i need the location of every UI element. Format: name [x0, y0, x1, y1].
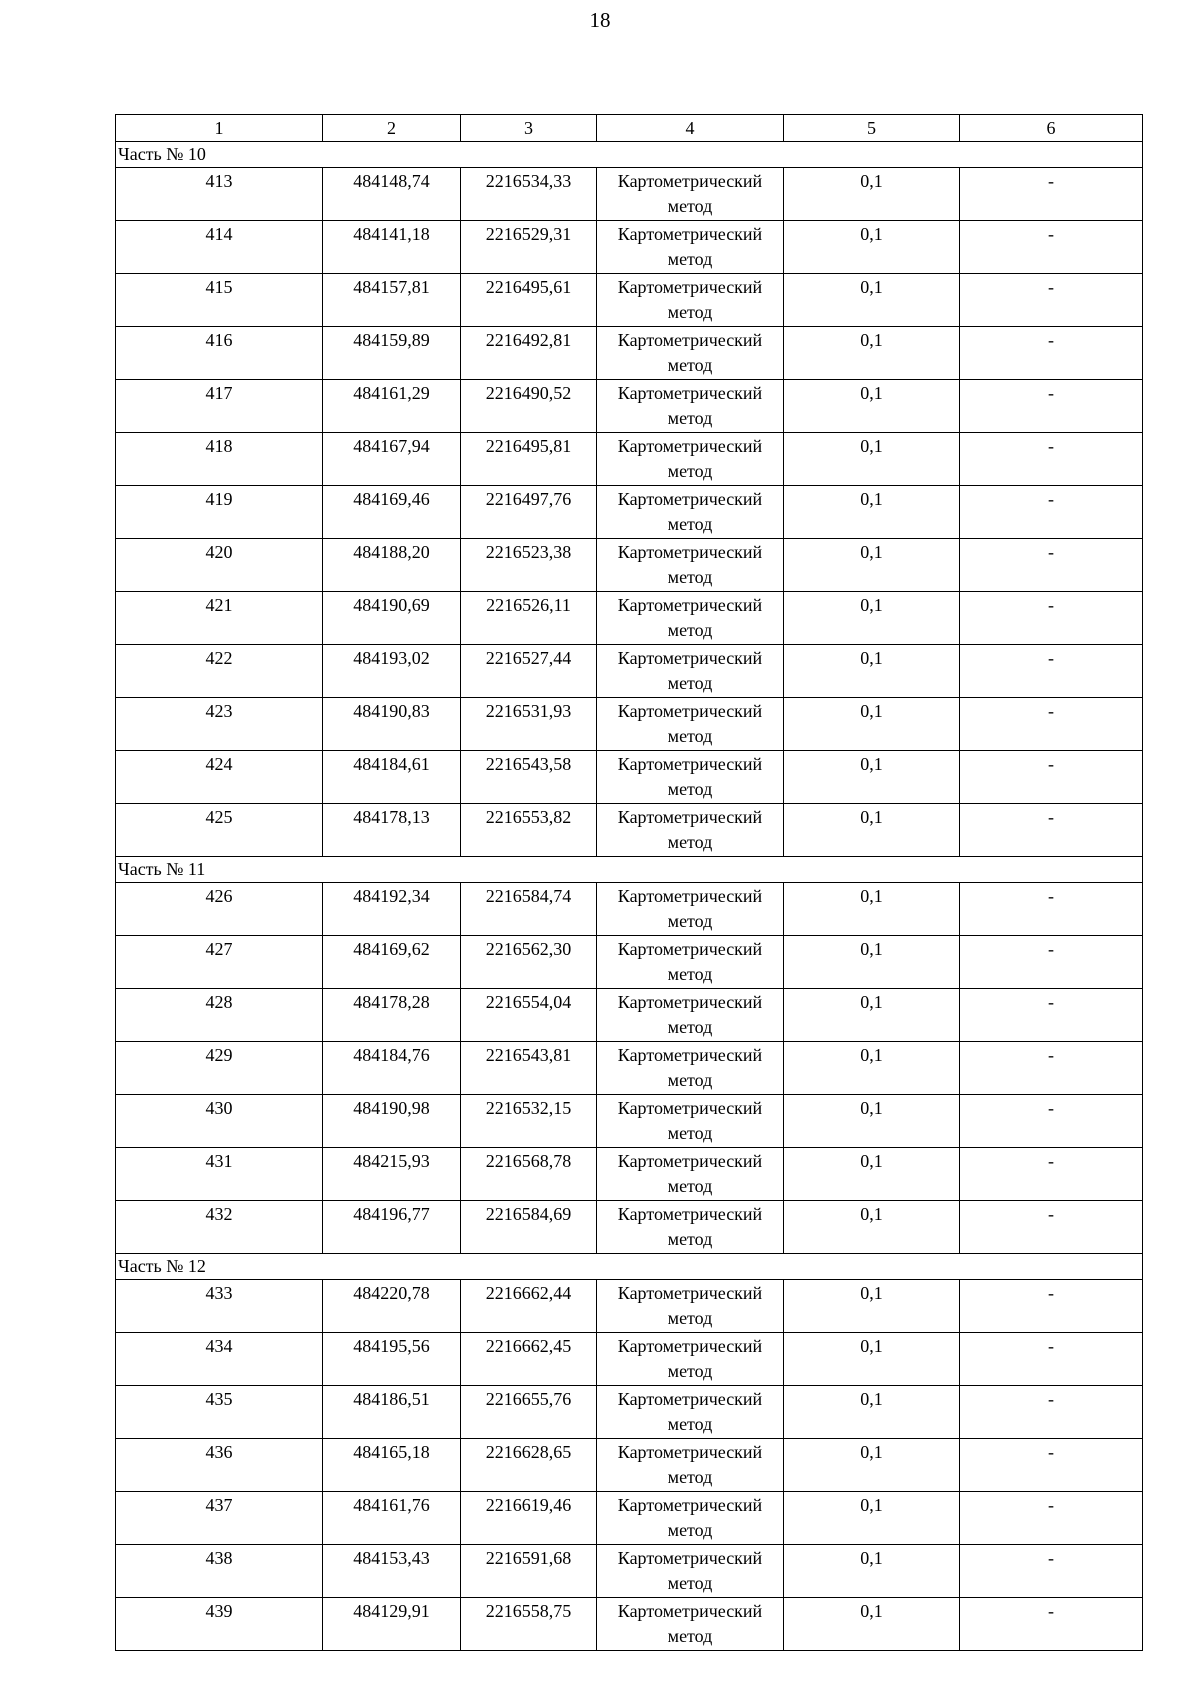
point-number: 435 [116, 1386, 323, 1439]
coordinate-y: 2216490,52 [461, 380, 597, 433]
point-number: 419 [116, 486, 323, 539]
accuracy-value: 0,1 [784, 380, 960, 433]
method-line-2: метод [667, 620, 713, 640]
table-row [116, 989, 1143, 1042]
coordinate-x: 484129,91 [323, 1598, 461, 1651]
column-header-4: 4 [597, 115, 784, 142]
accuracy-value: 0,1 [784, 1042, 960, 1095]
method-line-1: Картометрический [617, 542, 763, 562]
method-cell [597, 433, 784, 486]
coordinate-x: 484190,69 [323, 592, 461, 645]
coordinate-y: 2216495,81 [461, 433, 597, 486]
coordinate-y: 2216554,04 [461, 989, 597, 1042]
point-number: 429 [116, 1042, 323, 1095]
point-number: 428 [116, 989, 323, 1042]
coordinate-x: 484196,77 [323, 1201, 461, 1254]
accuracy-value: 0,1 [784, 645, 960, 698]
accuracy-value: 0,1 [784, 1148, 960, 1201]
note-value: - [960, 168, 1143, 221]
note-value: - [960, 1545, 1143, 1598]
point-number: 425 [116, 804, 323, 857]
table-row [116, 1280, 1143, 1333]
table-row [116, 592, 1143, 645]
coordinate-y: 2216529,31 [461, 221, 597, 274]
coordinate-x: 484159,89 [323, 327, 461, 380]
method-cell [597, 1492, 784, 1545]
point-number: 438 [116, 1545, 323, 1598]
note-value: - [960, 592, 1143, 645]
method-line-1: Картометрический [617, 754, 763, 774]
method-line-1: Картометрический [617, 1548, 763, 1568]
method-cell [597, 221, 784, 274]
coordinate-x: 484184,61 [323, 751, 461, 804]
method-cell [597, 645, 784, 698]
accuracy-value: 0,1 [784, 486, 960, 539]
accuracy-value: 0,1 [784, 1492, 960, 1545]
coordinates-table [115, 114, 1143, 1651]
coordinate-x: 484186,51 [323, 1386, 461, 1439]
method-line-1: Картометрический [617, 1098, 763, 1118]
accuracy-value: 0,1 [784, 1439, 960, 1492]
coordinate-y: 2216495,61 [461, 274, 597, 327]
column-header-1: 1 [116, 115, 323, 142]
coordinate-x: 484165,18 [323, 1439, 461, 1492]
accuracy-value: 0,1 [784, 1598, 960, 1651]
method-line-2: метод [667, 249, 713, 269]
method-line-2: метод [667, 1467, 713, 1487]
note-value: - [960, 936, 1143, 989]
method-cell [597, 1095, 784, 1148]
method-line-1: Картометрический [617, 701, 763, 721]
note-value: - [960, 1201, 1143, 1254]
method-line-2: метод [667, 1308, 713, 1328]
point-number: 433 [116, 1280, 323, 1333]
note-value: - [960, 1148, 1143, 1201]
point-number: 427 [116, 936, 323, 989]
accuracy-value: 0,1 [784, 1280, 960, 1333]
point-number: 430 [116, 1095, 323, 1148]
accuracy-value: 0,1 [784, 804, 960, 857]
method-cell [597, 1333, 784, 1386]
note-value: - [960, 645, 1143, 698]
coordinate-y: 2216531,93 [461, 698, 597, 751]
coordinate-y: 2216497,76 [461, 486, 597, 539]
table-row [116, 1148, 1143, 1201]
column-header-3: 3 [461, 115, 597, 142]
coordinate-x: 484215,93 [323, 1148, 461, 1201]
coordinate-x: 484193,02 [323, 645, 461, 698]
method-cell [597, 989, 784, 1042]
note-value: - [960, 1386, 1143, 1439]
method-line-2: метод [667, 1626, 713, 1646]
coordinate-y: 2216527,44 [461, 645, 597, 698]
method-cell [597, 751, 784, 804]
section-row [116, 142, 1143, 168]
point-number: 413 [116, 168, 323, 221]
accuracy-value: 0,1 [784, 1386, 960, 1439]
coordinate-y: 2216591,68 [461, 1545, 597, 1598]
method-line-1: Картометрический [617, 1204, 763, 1224]
method-line-1: Картометрический [617, 939, 763, 959]
coordinate-y: 2216523,38 [461, 539, 597, 592]
note-value: - [960, 1492, 1143, 1545]
method-line-1: Картометрический [617, 489, 763, 509]
point-number: 414 [116, 221, 323, 274]
method-line-2: метод [667, 1361, 713, 1381]
accuracy-value: 0,1 [784, 989, 960, 1042]
table-row [116, 327, 1143, 380]
point-number: 416 [116, 327, 323, 380]
method-cell [597, 883, 784, 936]
note-value: - [960, 1598, 1143, 1651]
method-cell [597, 539, 784, 592]
note-value: - [960, 1439, 1143, 1492]
method-line-2: метод [667, 911, 713, 931]
table-row [116, 883, 1143, 936]
column-header-5: 5 [784, 115, 960, 142]
coordinate-y: 2216543,81 [461, 1042, 597, 1095]
method-line-2: метод [667, 1070, 713, 1090]
accuracy-value: 0,1 [784, 1333, 960, 1386]
table-row [116, 751, 1143, 804]
point-number: 431 [116, 1148, 323, 1201]
point-number: 421 [116, 592, 323, 645]
section-title: Часть № 11 [116, 857, 1143, 883]
method-cell [597, 486, 784, 539]
accuracy-value: 0,1 [784, 883, 960, 936]
method-line-1: Картометрический [617, 436, 763, 456]
method-cell [597, 1439, 784, 1492]
method-line-1: Картометрический [617, 992, 763, 1012]
note-value: - [960, 539, 1143, 592]
coordinate-x: 484161,76 [323, 1492, 461, 1545]
page-number: 18 [589, 8, 611, 32]
coordinate-y: 2216492,81 [461, 327, 597, 380]
table-row [116, 274, 1143, 327]
header-row [116, 115, 1143, 142]
note-value: - [960, 1280, 1143, 1333]
note-value: - [960, 751, 1143, 804]
method-cell [597, 936, 784, 989]
table-row [116, 433, 1143, 486]
method-line-1: Картометрический [617, 330, 763, 350]
column-header-6: 6 [960, 115, 1143, 142]
coordinate-y: 2216543,58 [461, 751, 597, 804]
note-value: - [960, 804, 1143, 857]
note-value: - [960, 1095, 1143, 1148]
method-line-2: метод [667, 1573, 713, 1593]
accuracy-value: 0,1 [784, 274, 960, 327]
coordinate-x: 484178,28 [323, 989, 461, 1042]
coordinate-y: 2216526,11 [461, 592, 597, 645]
point-number: 439 [116, 1598, 323, 1651]
method-line-1: Картометрический [617, 1283, 763, 1303]
point-number: 424 [116, 751, 323, 804]
method-line-2: метод [667, 302, 713, 322]
coordinate-y: 2216619,46 [461, 1492, 597, 1545]
table-row [116, 645, 1143, 698]
coordinate-y: 2216568,78 [461, 1148, 597, 1201]
coordinate-x: 484188,20 [323, 539, 461, 592]
method-cell [597, 1148, 784, 1201]
method-line-1: Картометрический [617, 1495, 763, 1515]
method-line-2: метод [667, 832, 713, 852]
coordinate-y: 2216558,75 [461, 1598, 597, 1651]
method-cell [597, 327, 784, 380]
accuracy-value: 0,1 [784, 1095, 960, 1148]
coordinate-x: 484190,83 [323, 698, 461, 751]
method-line-2: метод [667, 514, 713, 534]
point-number: 415 [116, 274, 323, 327]
method-line-2: метод [667, 196, 713, 216]
accuracy-value: 0,1 [784, 327, 960, 380]
coordinate-x: 484178,13 [323, 804, 461, 857]
coordinate-x: 484192,34 [323, 883, 461, 936]
coordinate-y: 2216662,44 [461, 1280, 597, 1333]
accuracy-value: 0,1 [784, 168, 960, 221]
method-line-1: Картометрический [617, 224, 763, 244]
section-title: Часть № 12 [116, 1254, 1143, 1280]
table-row [116, 1545, 1143, 1598]
method-line-1: Картометрический [617, 886, 763, 906]
method-line-1: Картометрический [617, 648, 763, 668]
point-number: 422 [116, 645, 323, 698]
point-number: 436 [116, 1439, 323, 1492]
table-row [116, 1492, 1143, 1545]
method-line-2: метод [667, 1520, 713, 1540]
point-number: 434 [116, 1333, 323, 1386]
accuracy-value: 0,1 [784, 221, 960, 274]
method-cell [597, 592, 784, 645]
coordinate-x: 484141,18 [323, 221, 461, 274]
method-cell [597, 168, 784, 221]
accuracy-value: 0,1 [784, 539, 960, 592]
note-value: - [960, 327, 1143, 380]
coordinate-x: 484169,62 [323, 936, 461, 989]
note-value: - [960, 221, 1143, 274]
table-row [116, 804, 1143, 857]
table-row [116, 539, 1143, 592]
method-line-2: метод [667, 567, 713, 587]
coordinate-y: 2216553,82 [461, 804, 597, 857]
point-number: 423 [116, 698, 323, 751]
method-line-2: метод [667, 964, 713, 984]
coordinate-x: 484220,78 [323, 1280, 461, 1333]
section-title: Часть № 10 [116, 142, 1143, 168]
method-line-1: Картометрический [617, 807, 763, 827]
note-value: - [960, 433, 1143, 486]
accuracy-value: 0,1 [784, 1545, 960, 1598]
table-row [116, 1333, 1143, 1386]
table-row [116, 221, 1143, 274]
point-number: 426 [116, 883, 323, 936]
method-line-2: метод [667, 408, 713, 428]
point-number: 418 [116, 433, 323, 486]
coordinate-y: 2216534,33 [461, 168, 597, 221]
coordinate-x: 484190,98 [323, 1095, 461, 1148]
method-line-1: Картометрический [617, 383, 763, 403]
method-line-1: Картометрический [617, 1045, 763, 1065]
table-row [116, 1201, 1143, 1254]
point-number: 437 [116, 1492, 323, 1545]
coordinate-x: 484157,81 [323, 274, 461, 327]
column-header-2: 2 [323, 115, 461, 142]
coordinate-x: 484153,43 [323, 1545, 461, 1598]
table-row [116, 1386, 1143, 1439]
coordinate-y: 2216532,15 [461, 1095, 597, 1148]
coordinate-x: 484167,94 [323, 433, 461, 486]
note-value: - [960, 989, 1143, 1042]
section-row [116, 857, 1143, 883]
method-cell [597, 274, 784, 327]
method-line-2: метод [667, 779, 713, 799]
coordinate-x: 484169,46 [323, 486, 461, 539]
method-cell [597, 380, 784, 433]
table-row [116, 486, 1143, 539]
method-cell [597, 1201, 784, 1254]
accuracy-value: 0,1 [784, 698, 960, 751]
coordinate-y: 2216662,45 [461, 1333, 597, 1386]
note-value: - [960, 1042, 1143, 1095]
method-line-1: Картометрический [617, 171, 763, 191]
coordinate-y: 2216655,76 [461, 1386, 597, 1439]
method-cell [597, 1042, 784, 1095]
accuracy-value: 0,1 [784, 751, 960, 804]
accuracy-value: 0,1 [784, 936, 960, 989]
coordinate-x: 484195,56 [323, 1333, 461, 1386]
method-line-2: метод [667, 461, 713, 481]
table-row [116, 1042, 1143, 1095]
coordinate-y: 2216562,30 [461, 936, 597, 989]
point-number: 420 [116, 539, 323, 592]
table-row [116, 1598, 1143, 1651]
method-line-2: метод [667, 673, 713, 693]
section-row [116, 1254, 1143, 1280]
accuracy-value: 0,1 [784, 592, 960, 645]
accuracy-value: 0,1 [784, 1201, 960, 1254]
method-line-2: метод [667, 1123, 713, 1143]
method-line-1: Картометрический [617, 595, 763, 615]
note-value: - [960, 486, 1143, 539]
method-line-2: метод [667, 1229, 713, 1249]
point-number: 417 [116, 380, 323, 433]
table-body [116, 142, 1143, 1651]
coordinate-y: 2216628,65 [461, 1439, 597, 1492]
table-row [116, 698, 1143, 751]
table-row [116, 168, 1143, 221]
method-cell [597, 1598, 784, 1651]
method-line-2: метод [667, 726, 713, 746]
coordinate-x: 484148,74 [323, 168, 461, 221]
coordinate-x: 484184,76 [323, 1042, 461, 1095]
coordinate-y: 2216584,69 [461, 1201, 597, 1254]
method-line-1: Картометрический [617, 1336, 763, 1356]
note-value: - [960, 698, 1143, 751]
table-row [116, 1439, 1143, 1492]
table-row [116, 380, 1143, 433]
note-value: - [960, 274, 1143, 327]
coordinate-x: 484161,29 [323, 380, 461, 433]
point-number: 432 [116, 1201, 323, 1254]
method-cell [597, 1280, 784, 1333]
method-line-2: метод [667, 1176, 713, 1196]
method-line-1: Картометрический [617, 1442, 763, 1462]
method-cell [597, 698, 784, 751]
method-line-2: метод [667, 1414, 713, 1434]
method-cell [597, 1545, 784, 1598]
method-line-1: Картометрический [617, 1151, 763, 1171]
note-value: - [960, 883, 1143, 936]
method-line-2: метод [667, 355, 713, 375]
table-row [116, 936, 1143, 989]
note-value: - [960, 380, 1143, 433]
note-value: - [960, 1333, 1143, 1386]
table-row [116, 1095, 1143, 1148]
method-cell [597, 1386, 784, 1439]
accuracy-value: 0,1 [784, 433, 960, 486]
method-cell [597, 804, 784, 857]
method-line-2: метод [667, 1017, 713, 1037]
coordinate-y: 2216584,74 [461, 883, 597, 936]
method-line-1: Картометрический [617, 277, 763, 297]
method-line-1: Картометрический [617, 1601, 763, 1621]
method-line-1: Картометрический [617, 1389, 763, 1409]
